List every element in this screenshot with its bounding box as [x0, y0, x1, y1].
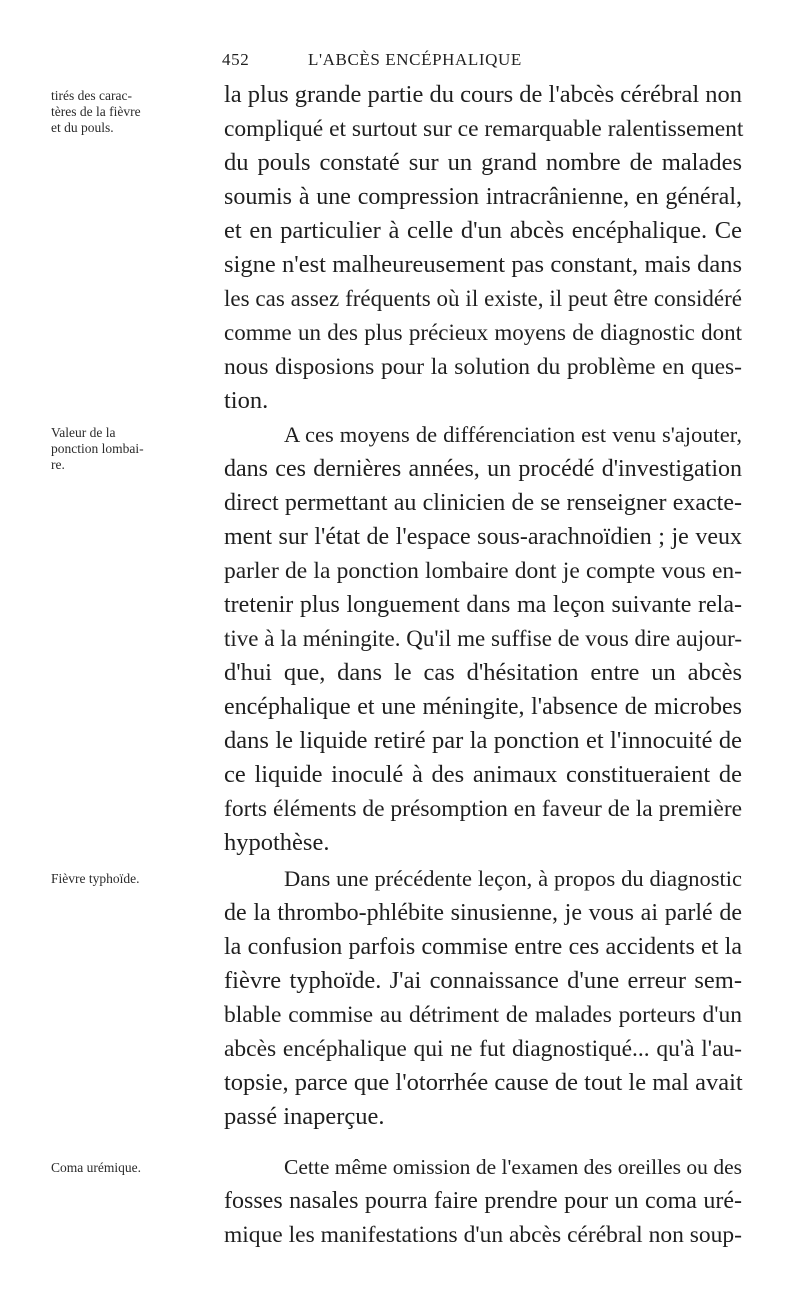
text-line: la plus grande partie du cours de l'abcès cérébral non: [224, 81, 743, 108]
text-line: les cas assez fréquents où il existe, il peut être considéré: [224, 286, 742, 311]
running-title: L'ABCÈS ENCÉPHALIQUE: [308, 50, 522, 69]
text-line: et en particulier à celle d'un abcès encéphalique. Ce: [224, 217, 742, 244]
text-line: dans ces dernières années, un procédé d'investigation: [224, 456, 742, 482]
margin-note-line: re.: [51, 457, 65, 472]
margin-note-fievre-pouls: [51, 88, 161, 136]
text-line: A ces moyens de différenciation est venu s'ajouter,: [284, 422, 742, 447]
text-line: Dans une précédente leçon, à propos du diagnostic: [284, 866, 742, 891]
text-line: fosses nasales pourra faire prendre pour un coma uré-: [224, 1188, 742, 1214]
text-line: de la thrombo-phlébite sinusienne, je vous ai parlé de: [224, 900, 742, 926]
text-line: dans le liquide retiré par la ponction et l'innocuité de: [224, 727, 742, 754]
text-line: signe n'est malheureusement pas constant, mais dans: [224, 251, 742, 278]
margin-note-line: Valeur de la: [51, 425, 116, 440]
margin-note-line: ponction lombai-: [51, 441, 144, 456]
text-line: encéphalique et une méningite, l'absence de microbes: [224, 694, 742, 720]
text-line: du pouls constaté sur un grand nombre de malades: [224, 149, 742, 176]
margin-note-fievre-typhoide: [51, 871, 161, 887]
margin-note-line: Coma urémique.: [51, 1160, 141, 1175]
margin-note-line: tirés des carac-: [51, 88, 132, 103]
text-line: tretenir plus longuement dans ma leçon suivante rela-: [224, 592, 742, 618]
text-line: tive à la méningite. Qu'il me suffise de vous dire aujour-: [224, 626, 742, 651]
text-line: fièvre typhoïde. J'ai connaissance d'une erreur sem-: [224, 967, 742, 994]
text-line: passé inaperçue.: [224, 1103, 385, 1130]
text-line: tion.: [224, 387, 269, 414]
text-line: forts éléments de présomption en faveur de la première: [224, 796, 743, 822]
text-line: mique les manifestations d'un abcès cérébral non soup-: [224, 1222, 742, 1248]
text-line: nous disposions pour la solution du problème en ques-: [224, 354, 742, 380]
margin-note-line: Fièvre typhoïde.: [51, 871, 140, 886]
text-line: hypothèse.: [224, 829, 330, 856]
page-number: 452: [222, 50, 250, 69]
page-header: [222, 50, 742, 74]
margin-note-line: et du pouls.: [51, 120, 114, 135]
margin-note-ponction-lombaire: [51, 425, 161, 473]
margin-note-line: tères de la fièvre: [51, 104, 141, 119]
text-line: topsie, parce que l'otorrhée cause de tout le mal avait: [224, 1069, 743, 1096]
text-line: d'hui que, dans le cas d'hésitation entre un abcès: [224, 659, 742, 686]
text-line: parler de la ponction lombaire dont je compte vous en-: [224, 558, 742, 584]
text-line: ment sur l'état de l'espace sous-arachnoïdien ; je veux: [224, 524, 742, 550]
margin-note-coma-uremique: [51, 1160, 161, 1176]
text-line: soumis à une compression intracrânienne, en général,: [224, 184, 742, 210]
text-line: direct permettant au clinicien de se renseigner exacte-: [224, 490, 742, 516]
text-line: Cette même omission de l'examen des oreilles ou des: [284, 1155, 742, 1179]
text-line: ce liquide inoculé à des animaux constitueraient de: [224, 761, 742, 788]
text-line: la confusion parfois commise entre ces accidents et la: [224, 934, 742, 960]
text-line: blable commise au détriment de malades porteurs d'un: [224, 1002, 742, 1028]
text-line: comme un des plus précieux moyens de diagnostic dont: [224, 320, 742, 345]
text-line: abcès encéphalique qui ne fut diagnostiqué... qu'à l'au-: [224, 1036, 742, 1062]
text-line: compliqué et surtout sur ce remarquable ralentissement: [224, 116, 744, 142]
